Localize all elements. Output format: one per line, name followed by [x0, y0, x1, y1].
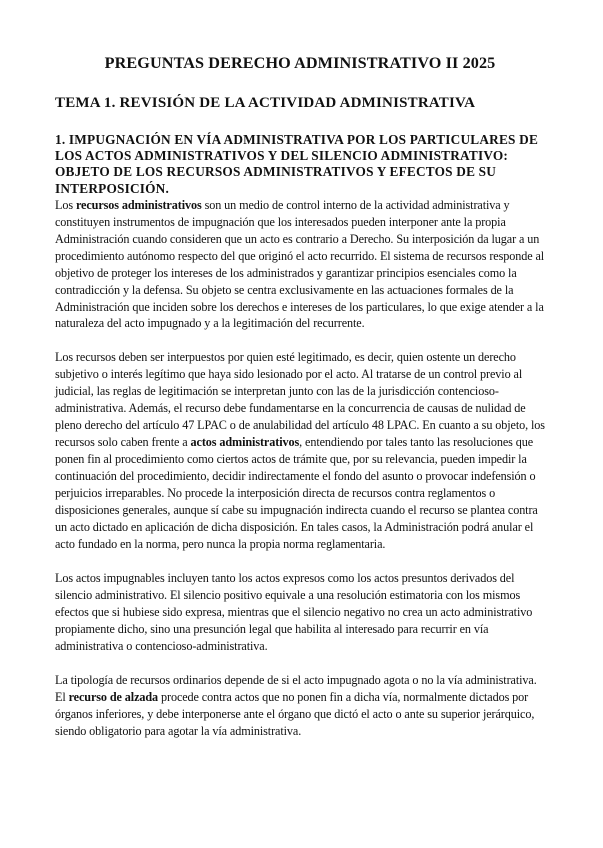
bold-term: recurso de alzada: [68, 689, 159, 704]
paragraph-text: procede contra actos que no ponen fin a dicha vía, normalmente dictados por órganos inferiores, y debe interponerse ante el órgano que dictó el acto o ante su superior jerárquico, siendo obligatorio para agotar la vía administrativa.: [55, 689, 535, 738]
document-title: PREGUNTAS DERECHO ADMINISTRATIVO II 2025: [104, 54, 496, 72]
paragraph-text: , entendiendo por tales tanto las resoluciones que ponen fin al procedimiento como ciertos actos de trámite que, por su relevancia, pueden impedir la continuación del procedimiento, decidir indirectamente el fondo del asunto o provocar indefensión o perjuicios irreparables. No procede la interposición directa de recursos contra reglamentos o disposiciones generales, aunque sí cabe su impugnación indirecta cuando el recurso se plantea contra un acto dictado en aplicación de dicha disposición. En tales casos, la Administración podrá anular el acto fundado en la norma, pero nunca la propia norma reglamentaria.: [55, 435, 538, 551]
paragraph-text: Los actos impugnables incluyen tanto los actos expresos como los actos presuntos derivados del silencio administrativo. El silencio positivo equivale a una resolución estimatoria con los mismos efectos que si hubiese sido expresa, mientras que el silencio negativo no crea un acto administrativo propiamente dicho, sino una presunción legal que habilita al interesado para recurrir en vía administrativa o contencioso-administrativa.: [55, 570, 533, 653]
paragraph-text: Los: [55, 197, 76, 212]
paragraph-text: La tipología de recursos ordinarios depende de si el acto impugnado agota o no la vía administrativa. El: [55, 672, 537, 704]
paragraph-1: [55, 197, 545, 333]
paragraph-text: son un medio de control interno de la actividad administrativa y constituyen instrumentos de impugnación que los interesados pueden interponer ante la propia Administración cuando consideren que un acto es contrario a Derecho. Su interposición da lugar a un procedimiento autónomo respecto del que originó el acto recurrido. El sistema de recursos responde al objetivo de proteger los intereses de los administrados y garantizar principios esenciales como la contradicción y la defensa. Su objeto se centra exclusivamente en las actuaciones formales de la Administración que inciden sobre los derechos e intereses de los particulares, lo que exige atender a la naturaleza del acto impugnado y a la legitimación del recurrente.: [55, 197, 545, 331]
bold-term: recursos administrativos: [75, 197, 202, 212]
paragraph-4: [55, 672, 545, 740]
paragraph-3: [55, 570, 545, 655]
paragraph-text: Los recursos deben ser interpuestos por quien esté legitimado, es decir, quien ostente un derecho subjetivo o interés legítimo que haya sido lesionado por el acto. Al tratarse de un control previo al judicial, las reglas de legitimación se interpretan junto con las de la jurisdicción contencioso-administrativa. Además, el recurso debe fundamentarse en la concurrencia de causas de nulidad de pleno derecho del artículo 47 LPAC o de anulabilidad del artículo 48 LPAC. En cuanto a su objeto, los recursos solo caben frente a: [55, 350, 545, 450]
bold-term: actos administrativos: [190, 435, 300, 450]
topic-heading: TEMA 1. REVISIÓN DE LA ACTIVIDAD ADMINISTRATIVA: [55, 95, 476, 111]
paragraph-2: [55, 349, 545, 552]
question-heading: 1. IMPUGNACIÓN EN VÍA ADMINISTRATIVA POR LOS PARTICULARES DE LOS ACTOS ADMINISTRATIVOS Y DEL SILENCIO ADMINISTRATIVO: OBJETO DE LOS RECURSOS ADMINISTRATIVOS Y EFECTOS DE SU INTERPOSICIÓN.: [55, 132, 539, 196]
